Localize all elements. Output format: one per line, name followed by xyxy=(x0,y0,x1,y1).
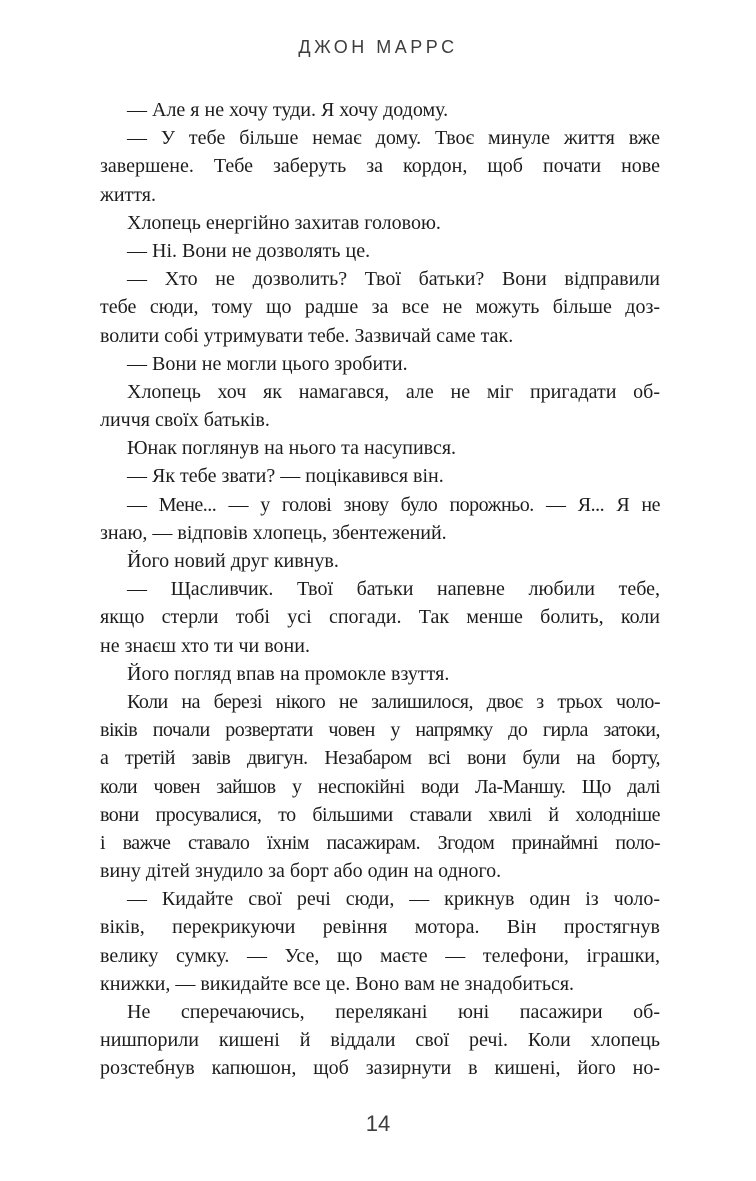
text-line: розстебнув капюшон, щоб зазирнути в кишені, його но- xyxy=(100,1057,660,1080)
page-number: 14 xyxy=(365,1111,391,1136)
text-line: Не сперечаючись, перелякані юні пасажири об- xyxy=(127,1001,660,1023)
text-line: нишпорили кишені й віддали свої речі. Коли хлопець xyxy=(100,1029,660,1052)
text-line: вони просувалися, то більшими ставали хвилі й холодніше xyxy=(100,803,660,826)
text-line: волити собі утримувати тебе. Зазвичай саме так. xyxy=(100,324,514,347)
text-line: личчя своїх батьків. xyxy=(100,409,270,432)
text-line: життя. xyxy=(100,183,156,206)
text-line: — Але я не хочу туди. Я хочу додому. xyxy=(127,99,449,121)
text-line: — Вони не могли цього зробити. xyxy=(127,352,408,375)
text-line: віків, перекрикуючи ревіння мотора. Він простягнув xyxy=(100,916,660,939)
text-line: — Мене... — у голові знову було порожньо. — Я... Я не xyxy=(127,493,660,516)
text-line: і важче ставало їхнім пасажирам. Згодом принаймні поло- xyxy=(100,831,660,854)
text-line: — Кидайте свої речі сюди, — крикнув один із чоло- xyxy=(127,888,660,911)
text-line: вину дітей знудило за борт або один на одного. xyxy=(100,860,502,883)
text-line: завершене. Тебе заберуть за кордон, щоб почати нове xyxy=(100,155,660,178)
text-line: Хлопець енергійно захитав головою. xyxy=(127,211,441,234)
text-line: Хлопець хоч як намагався, але не міг пригадати об- xyxy=(127,380,660,403)
text-line: — Щасливчик. Твої батьки напевне любили тебе, xyxy=(127,578,660,601)
text-line: — Хто не дозволить? Твої батьки? Вони відправили xyxy=(127,268,660,291)
text-line: якщо стерли тобі усі спогади. Так менше болить, коли xyxy=(100,606,660,629)
text-line: — Ні. Вони не дозволять це. xyxy=(127,239,371,262)
text-line: книжки, — викидайте все це. Воно вам не знадобиться. xyxy=(100,972,575,995)
text-line: знаю, — відповів хлопець, збентежений. xyxy=(100,521,447,544)
running-header-author: ДЖОН МАРРС xyxy=(298,37,458,57)
text-line: а третій завів двигун. Незабаром всі вони були на борту, xyxy=(100,747,660,770)
text-line: Його погляд впав на промокле взуття. xyxy=(127,662,450,685)
text-line: не знаєш хто ти чи вони. xyxy=(100,634,310,657)
text-line: тебе сюди, тому що радше за все не можуть більше доз- xyxy=(100,296,660,319)
text-line: — У тебе більше немає дому. Твоє минуле життя вже xyxy=(127,127,660,150)
text-line: велику сумку. — Усе, що маєте — телефони, іграшки, xyxy=(100,944,660,967)
text-line: віків почали розвертати човен у напрямку до гирла затоки, xyxy=(100,719,660,742)
text-line: Його новий друг кивнув. xyxy=(127,550,339,572)
body-text xyxy=(100,96,660,1083)
text-line: Коли на березі нікого не залишилося, двоє з трьох чоло- xyxy=(127,690,660,713)
text-line: — Як тебе звати? — поцікавився він. xyxy=(127,465,444,488)
text-line: Юнак поглянув на нього та насупився. xyxy=(127,437,457,460)
text-line: коли човен зайшов у неспокійні води Ла-Маншу. Що далі xyxy=(100,775,660,798)
